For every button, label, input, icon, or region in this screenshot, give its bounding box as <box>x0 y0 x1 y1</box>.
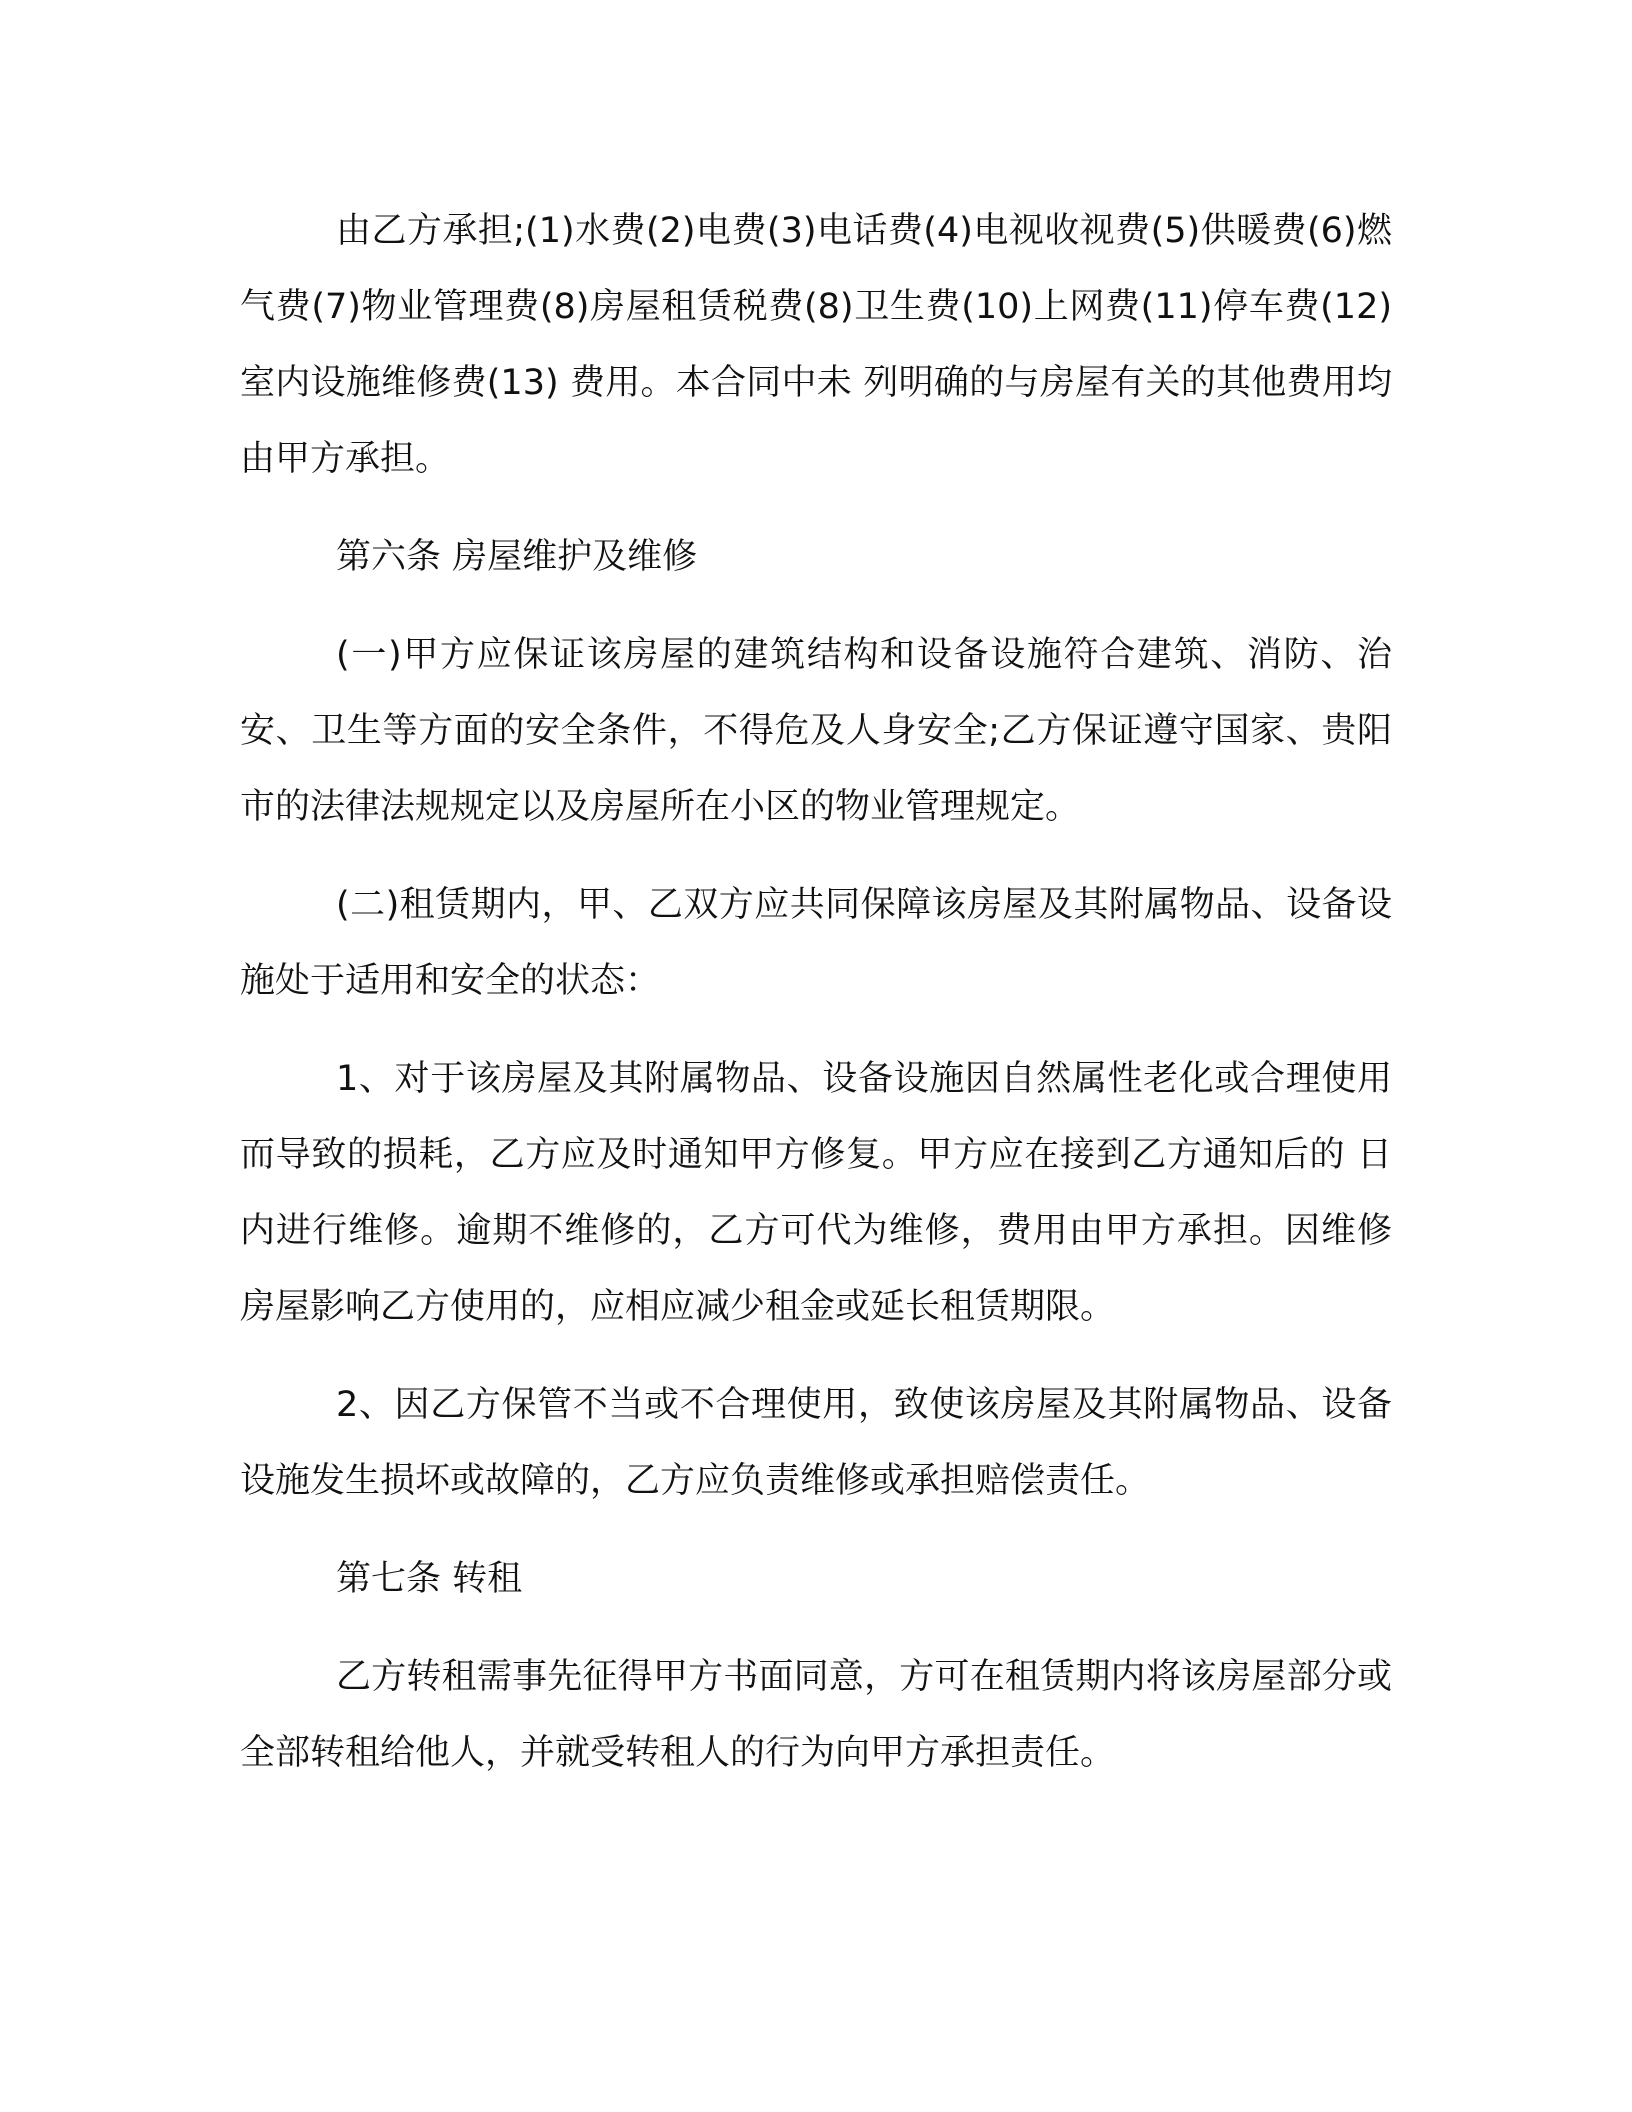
paragraph-article-6-1: (一)甲方应保证该房屋的建筑结构和设备设施符合建筑、消防、治安、卫生等方面的安全条件，不得危及人身安全;乙方保证遵守国家、贵阳市的法律法规规定以及房屋所在小区的物业管理规定。 <box>240 635 1392 827</box>
paragraph-article-7-body: 乙方转租需事先征得甲方书面同意，方可在租赁期内将该房屋部分或全部转租给他人，并就受转租人的行为向甲方承担责任。 <box>240 1657 1392 1773</box>
document-body <box>240 193 1392 1813</box>
article-7-heading: 第七条 转租 <box>336 1559 523 1599</box>
paragraph-article-6-2-1: 1、对于该房屋及其附属物品、设备设施因自然属性老化或合理使用而导致的损耗，乙方应及时通知甲方修复。甲方应在接到乙方通知后的 日内进行维修。逾期不维修的，乙方可代为维修，费用由甲方承担。因维修房屋影响乙方使用的，应相应减少租金或延长租赁期限。 <box>240 1059 1392 1327</box>
article-6-heading: 第六条 房屋维护及维修 <box>336 537 698 577</box>
paragraph-article-6-2-2: 2、因乙方保管不当或不合理使用，致使该房屋及其附属物品、设备设施发生损坏或故障的，乙方应负责维修或承担赔偿责任。 <box>240 1385 1392 1501</box>
paragraph-article-6-2: (二)租赁期内，甲、乙双方应共同保障该房屋及其附属物品、设备设施处于适用和安全的状态： <box>240 885 1392 1001</box>
paragraph-fees-continued: 由乙方承担;(1)水费(2)电费(3)电话费(4)电视收视费(5)供暖费(6)燃气费(7)物业管理费(8)房屋租赁税费(8)卫生费(10)上网费(11)停车费(12)室内设施维修费(13) 费用。本合同中未 列明确的与房屋有关的其他费用均由甲方承担。 <box>240 211 1392 479</box>
